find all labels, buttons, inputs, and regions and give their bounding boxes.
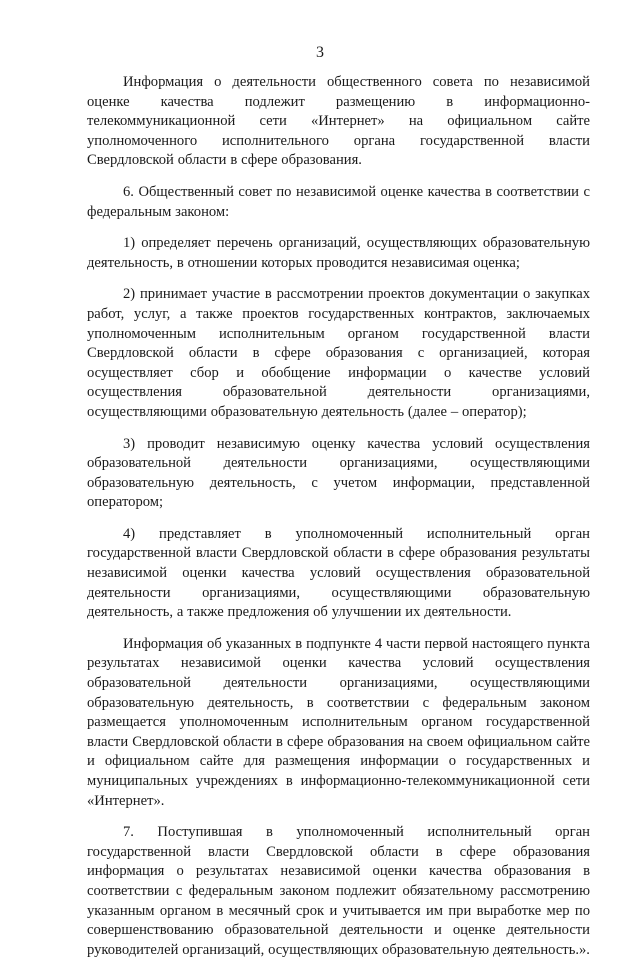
paragraph-info-publication: Информация о деятельности общественного совета по независимой оценке качества подлежит размещению в информационно-телекоммуникационной сети «Интернет» на официальном сайте уполномоченного исполнительного органа государственной власти Свердловской области в сфере образования. — [87, 74, 590, 169]
paragraph-subitem-1: 1) определяет перечень организаций, осуществляющих образовательную деятельность, в отношении которых проводится независимая оценка; — [87, 235, 590, 271]
paragraph-results-info: Информация об указанных в подпункте 4 части первой настоящего пункта результатах независимой оценки качества условий осуществления образовательной деятельности организациями, осуществляющими образовательную деятельность, в соответствии с федеральным законом размещается уполномоченным исполнительным органом государственной власти Свердловской области в сфере образования на своем официальном сайте и официальном сайте для размещения информации о государственных и муниципальных учреждениях в информационно-телекоммуникационной сети «Интернет». — [87, 635, 590, 809]
page-number: 3 — [316, 44, 324, 61]
paragraph-subitem-4: 4) представляет в уполномоченный исполнительный орган государственной власти Свердловской области в сфере образования результаты независимой оценки качества условий осуществления образовательной деятельности организациями, осуществляющими образовательную деятельность, а также предложения об улучшении их деятельности. — [87, 525, 590, 621]
paragraph-subitem-3: 3) проводит независимую оценку качества условий осуществления образовательной деятельности организациями, осуществляющими образовательную деятельность, с учетом информации, представленной оператором; — [87, 435, 590, 511]
paragraph-item-7: 7. Поступившая в уполномоченный исполнительный орган государственной власти Свердловской области в сфере образования информация о результатах независимой оценки качества образования в соответствии с федеральным законом подлежит обязательному рассмотрению указанным органом в месячный срок и учитывается им при выработке мер по совершенствованию образовательной деятельности и оценке деятельности руководителей организаций, осуществляющих образовательную деятельность.». — [87, 824, 590, 958]
document-body — [87, 73, 590, 960]
paragraph-item-6: 6. Общественный совет по независимой оценке качества в соответствии с федеральным законом: — [87, 183, 590, 220]
paragraph-subitem-2: 2) принимает участие в рассмотрении проектов документации о закупках работ, услуг, а также проектов государственных контрактов, заключаемых уполномоченным исполнительным органом государственной власти Свердловской области в сфере образования с организацией, которая осуществляет сбор и обобщение информации о качестве условий осуществления образовательной деятельности организациями, осуществляющими образовательную деятельность (далее – оператор); — [87, 286, 590, 420]
